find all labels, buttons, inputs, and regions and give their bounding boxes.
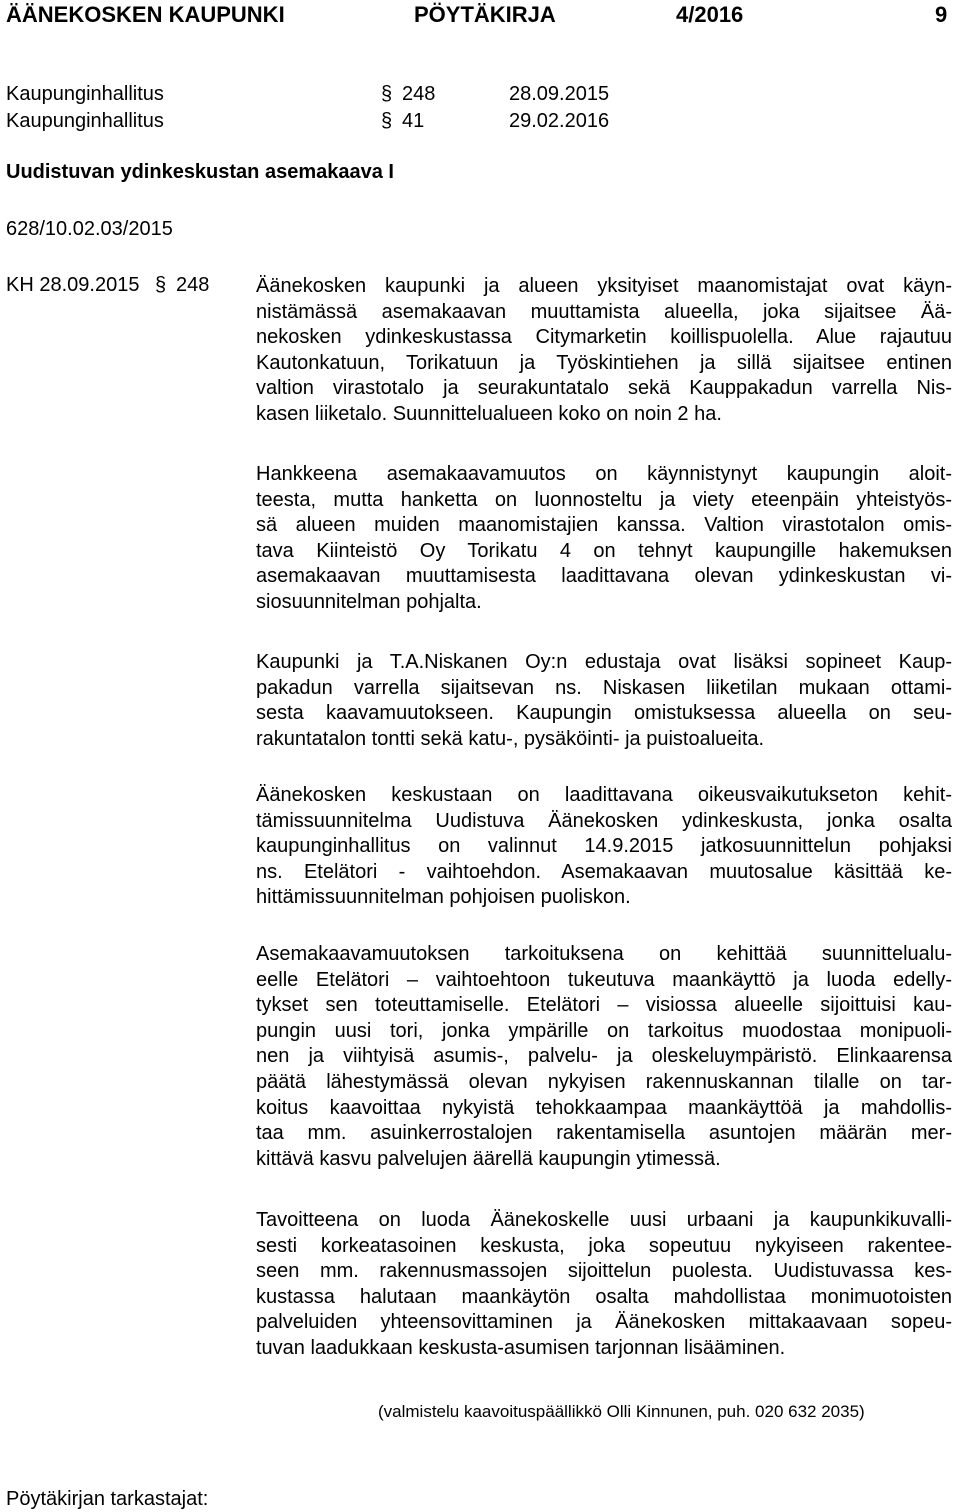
text-line: palveluiden yhteensovittaminen ja Äänekosken mittakaavaan sopeu- [256,1311,952,1334]
meeting-date: 29.02.2016 [509,110,610,132]
text-line: rakuntatalon tontti sekä katu-, pysäköinti- ja puistoalueita. [256,727,765,750]
text-line: valtion virastotalo ja seurakuntatalo sekä Kauppakadun varrella Nis- [256,377,952,400]
text-line: tuvan laadukkaan keskusta-asumisen tarjonnan lisääminen. [256,1336,786,1359]
organization-name: ÄÄNEKOSKEN KAUPUNKI [6,2,285,27]
text-line: eelle Etelätori – vaihtoehtoon tukeutuva maankäyttö ja luoda edelly- [256,968,952,991]
text-line: teesta, mutta hanketta on luonnosteltu ja viety eteenpäin yhteistyös- [256,488,952,511]
paragraph [256,274,952,428]
text-line: seen mm. rakennusmassojen sijoittelun puolesta. Uudistuvassa kes- [256,1260,952,1283]
text-line: sä alueen muiden maanomistajien kanssa. Valtion virastotalon omis- [256,514,952,537]
text-line: nen ja viihtyisä asumis-, palvelu- ja oleskeluympäristö. Elinkaarensa [256,1045,952,1068]
text-line: nistämässä asemakaavan muuttamista alueella, joka sijaitsee Ää- [256,300,952,323]
text-line: sesta kaavamuutokseen. Kaupungin omistuksessa alueella on seu- [256,702,952,725]
meeting-section: 41 [402,110,425,132]
text-line: nekosken ydinkeskustassa Citymarketin koillispuolella. Alue rajautuu [256,326,952,349]
meeting-body: Kaupunginhallitus [6,83,164,105]
footer-label: Pöytäkirjan tarkastajat: [6,1488,209,1510]
document-type: PÖYTÄKIRJA [414,2,556,27]
paragraph [256,942,952,1172]
section-symbol: § [155,274,167,296]
section-ref-prefix: KH 28.09.2015 [6,274,140,296]
meeting-date: 28.09.2015 [509,83,610,105]
meeting-section: 248 [402,83,436,105]
text-line: Äänekosken kaupunki ja alueen yksityiset maanomistajat ovat käyn- [256,275,952,297]
text-line: Tavoitteena on luoda Äänekoskelle uusi urbaani ja kaupunkikuvalli- [256,1209,952,1231]
text-line: siosuunnitelman pohjalta. [256,590,482,613]
text-line: sesti korkeatasoinen keskusta, joka sopeutuu nykyiseen rakentee- [256,1234,952,1257]
section-symbol: § [381,83,393,105]
paragraph [256,650,952,752]
section-symbol: § [381,110,393,132]
text-line: pungin uusi tori, jonka ympärille on tarkoitus muodostaa monipuoli- [256,1019,952,1042]
section-ref-number: 248 [176,274,210,296]
text-line: asemakaavan muuttamisesta laadittavana olevan ydinkeskustan vi- [256,565,952,588]
text-line: kasen liiketalo. Suunnittelualueen koko on noin 2 ha. [256,402,722,425]
text-line: hittämissuunnitelman pohjoisen puoliskon. [256,886,631,909]
text-line: kustassa halutaan maankäytön osalta mahdollistaa monimuotoisten [256,1285,952,1308]
text-line: kittävä kasvu palvelujen äärellä kaupungin ytimessä. [256,1147,721,1170]
item-title: Uudistuvan ydinkeskustan asemakaava I [6,161,394,183]
text-line: Kautonkatuun, Torikatuun ja Työskintiehen ja sillä sijaitsee entinen [256,351,952,374]
preparer-note: (valmistelu kaavoituspäällikkö Olli Kinnunen, puh. 020 632 2035) [378,1402,865,1421]
text-line: Asemakaavamuutoksen tarkoituksena on kehittää suunnittelualu- [256,943,952,965]
reference-number: 628/10.02.03/2015 [6,218,173,240]
text-line: päätä lähestymässä olevan nykyisen rakennuskannan tilalle on tar- [256,1070,952,1093]
paragraph [256,462,952,616]
text-line: tykset sen toteuttamiselle. Etelätori – visiossa alueelle sijoittuisi kau- [256,994,952,1017]
paragraph [256,1208,952,1362]
text-line: Hankkeena asemakaavamuutos on käynnistynyt kaupungin aloit- [256,463,952,485]
page-number: 9 [935,2,948,27]
text-line: Kaupunki ja T.A.Niskanen Oy:n edustaja ovat lisäksi sopineet Kaup- [256,651,952,673]
text-line: koitus kaavoittaa nykyistä tehokkaampaa maankäyttöä ja mahdollis- [256,1096,952,1119]
text-line: tava Kiinteistö Oy Torikatu 4 on tehnyt kaupungille hakemuksen [256,539,952,562]
text-line: ns. Etelätori - vaihtoehdon. Asemakaavan muutosalue käsittää ke- [256,860,952,883]
text-line: tämissuunnitelma Uudistuva Äänekosken ydinkeskusta, jonka osalta [256,809,952,832]
text-line: Äänekosken keskustaan on laadittavana oikeusvaikutukseton kehit- [256,784,952,806]
text-line: pakadun varrella sijaitsevan ns. Niskasen liiketilan mukaan ottami- [256,676,952,699]
text-line: taa mm. asuinkerrostalojen rakentamisella asuntojen määrän mer- [256,1122,952,1145]
meeting-body: Kaupunginhallitus [6,110,164,132]
text-line: kaupunginhallitus on valinnut 14.9.2015 jatkosuunnittelun pohjaksi [256,835,952,858]
document-number: 4/2016 [676,2,744,27]
paragraph [256,783,952,911]
